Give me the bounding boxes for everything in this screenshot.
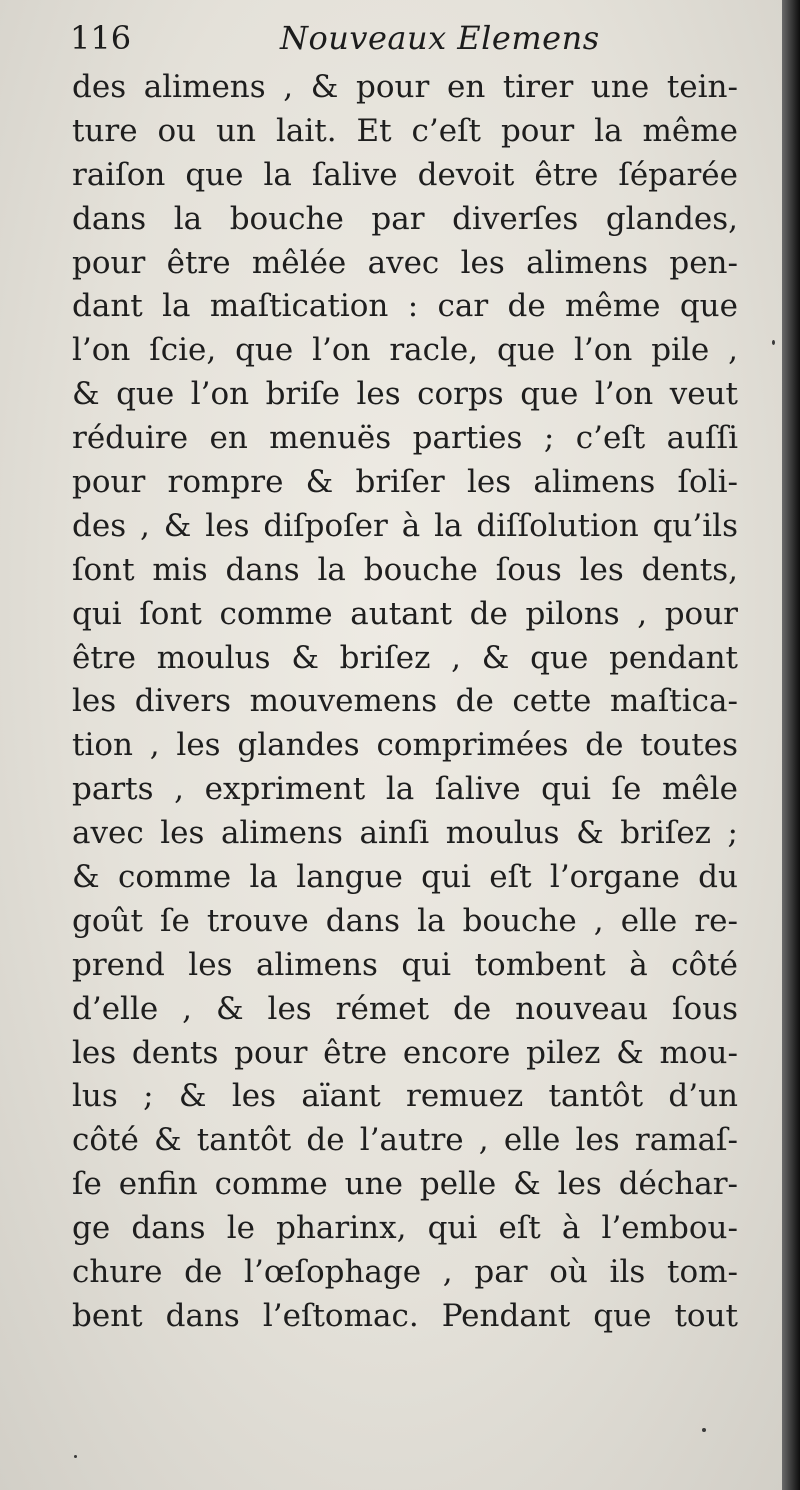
text-line: ture ou un lait. Et c’eſt pour la même [72,112,738,149]
text-line: les dents pour être encore pilez & mou- [72,1034,738,1071]
text-line: dant la maſtication : car de même que [72,288,738,325]
text-line: goût ſe trouve dans la bouche , elle re- [72,902,738,939]
text-line: dans la bouche par diverſes glandes, [72,200,738,237]
text-line: & que l’on briſe les corps que l’on veut [72,376,738,413]
page-number: 116 [70,19,132,57]
text-line: & comme la langue qui eſt l’organe du [72,859,738,896]
text-line: ge dans le pharinx, qui eſt à l’embou- [72,1210,738,1247]
text-line: pour être mêlée avec les alimens pen- [72,244,738,281]
text-line: les divers mouvemens de cette maſtica- [72,683,738,720]
running-head [70,14,730,60]
text-line: réduire en menuës parties ; c’eſt auſſi [72,420,738,457]
text-line: ſe enfin comme une pelle & les déchar- [72,1166,738,1203]
text-line: avec les alimens ainſi moulus & briſez ; [72,815,738,852]
text-line: d’elle , & les rémet de nouveau ſous [72,990,738,1027]
text-line: prend les alimens qui tombent à côté [72,946,738,983]
paper-speck [74,1455,77,1458]
paper-speck [702,1428,706,1432]
text-line: être moulus & briſez , & que pendant [72,639,738,676]
body-text [72,66,738,1339]
text-line: lus ; & les aïant remuez tantôt d’un [72,1078,738,1115]
text-line: qui ſont comme autant de pilons , pour [72,595,738,632]
text-line: pour rompre & briſer les alimens ſoli- [72,464,738,501]
text-line: raiſon que la ſalive devoit être ſéparée [72,156,738,193]
page-gutter-shadow [782,0,800,1490]
text-line: ſont mis dans la bouche ſous les dents, [72,551,738,588]
text-line: parts , expriment la ſalive qui ſe mêle [72,771,738,808]
text-line: des , & les diſpoſer à la diſſolution qu’ils [72,507,738,544]
text-line: chure de l’œſophage , par où ils tom- [72,1254,738,1291]
text-line: bent dans l’eſtomac. Pendant que tout [72,1297,738,1334]
text-line: tion , les glandes comprimées de toutes [72,727,738,764]
text-line: des alimens , & pour en tirer une tein- [72,69,738,105]
running-title: Nouveaux Elemens [280,19,600,57]
text-line: l’on ſcie, que l’on racle, que l’on pile , [72,332,738,369]
paper-speck [772,340,775,345]
text-line: côté & tantôt de l’autre , elle les ramaſ- [72,1122,738,1159]
